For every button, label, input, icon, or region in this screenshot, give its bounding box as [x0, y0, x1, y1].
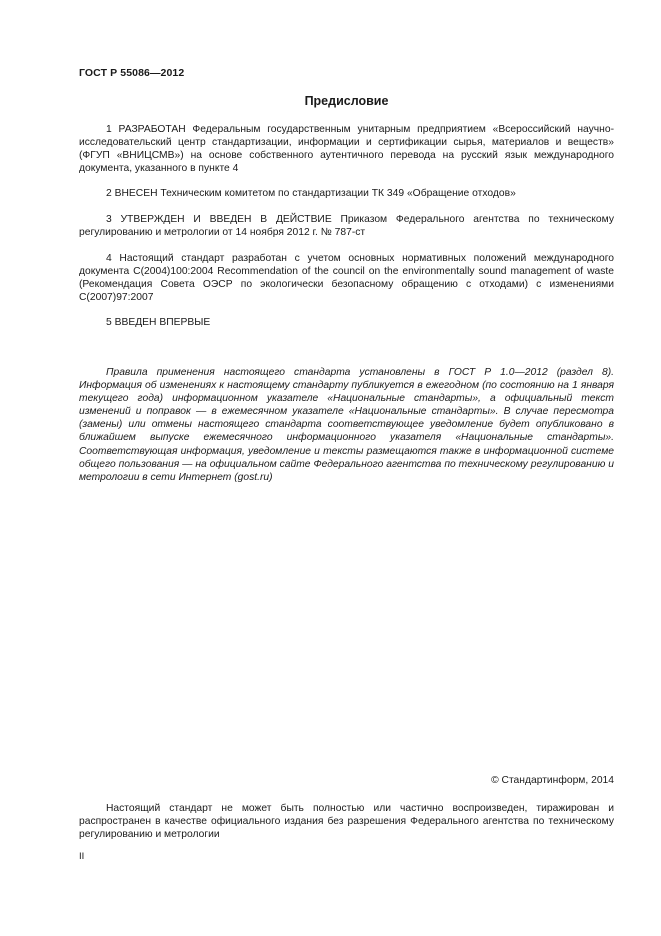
preface-item-1: 1 РАЗРАБОТАН Федеральным государственным унитарным предприятием «Всероссийский научно-исследовательский центр стандартизации, информации и сертификации сырья, материалов и веществ» (ФГУП «ВНИЦСМВ») на основе собственного аутентичного перевода на русский язык международного документа, указанного в пункте 4 [79, 124, 614, 175]
rules-notice: Правила применения настоящего стандарта установлены в ГОСТ Р 1.0—2012 (раздел 8). Информация об изменениях к настоящему стандарту публикуется в ежегодном (по состоянию на 1 января текущего года) информационном указателе «Национальные стандарты», а официальный текст изменений и поправок — в ежемесячном указателе «Национальные стандарты». В случае пересмотра (замены) или отмены настоящего стандарта соответствующее уведомление будет опубликовано в ближайшем выпуске ежемесячного информационного указателя «Национальные стандарты». Соответствующая информация, уведомление и тексты размещаются также в информационной системе общего пользования — на официальном сайте Федерального агентства по техническому регулированию и метрологии в сети Интернет (gost.ru) [79, 367, 614, 483]
document-code: ГОСТ Р 55086—2012 [79, 67, 185, 79]
preface-item-3: 3 УТВЕРЖДЕН И ВВЕДЕН В ДЕЙСТВИЕ Приказом Федерального агентства по техническому регулированию и метрологии от 14 ноября 2012 г. № 787-ст [79, 214, 614, 239]
page-number: II [79, 851, 85, 862]
preface-item-5: 5 ВВЕДЕН ВПЕРВЫЕ [106, 317, 211, 328]
preface-item-2: 2 ВНЕСЕН Техническим комитетом по стандартизации ТК 349 «Обращение отходов» [106, 188, 516, 199]
reproduction-notice: Настоящий стандарт не может быть полностью или частично воспроизведен, тиражирован и распространен в качестве официального издания без разрешения Федерального агентства по техническому регулированию и метрологии [79, 803, 614, 841]
copyright-notice: © Стандартинформ, 2014 [491, 775, 614, 786]
preface-item-4: 4 Настоящий стандарт разработан с учетом основных нормативных положений международного документа C(2004)100:2004 Recommendation of the council on the environmentally sound management of waste (Рекомендация Совета ОЭСР по экологически безопасному обращению с отходами) с изменениями C(2007)97:2007 [79, 253, 614, 304]
preface-title: Предисловие [304, 94, 389, 108]
